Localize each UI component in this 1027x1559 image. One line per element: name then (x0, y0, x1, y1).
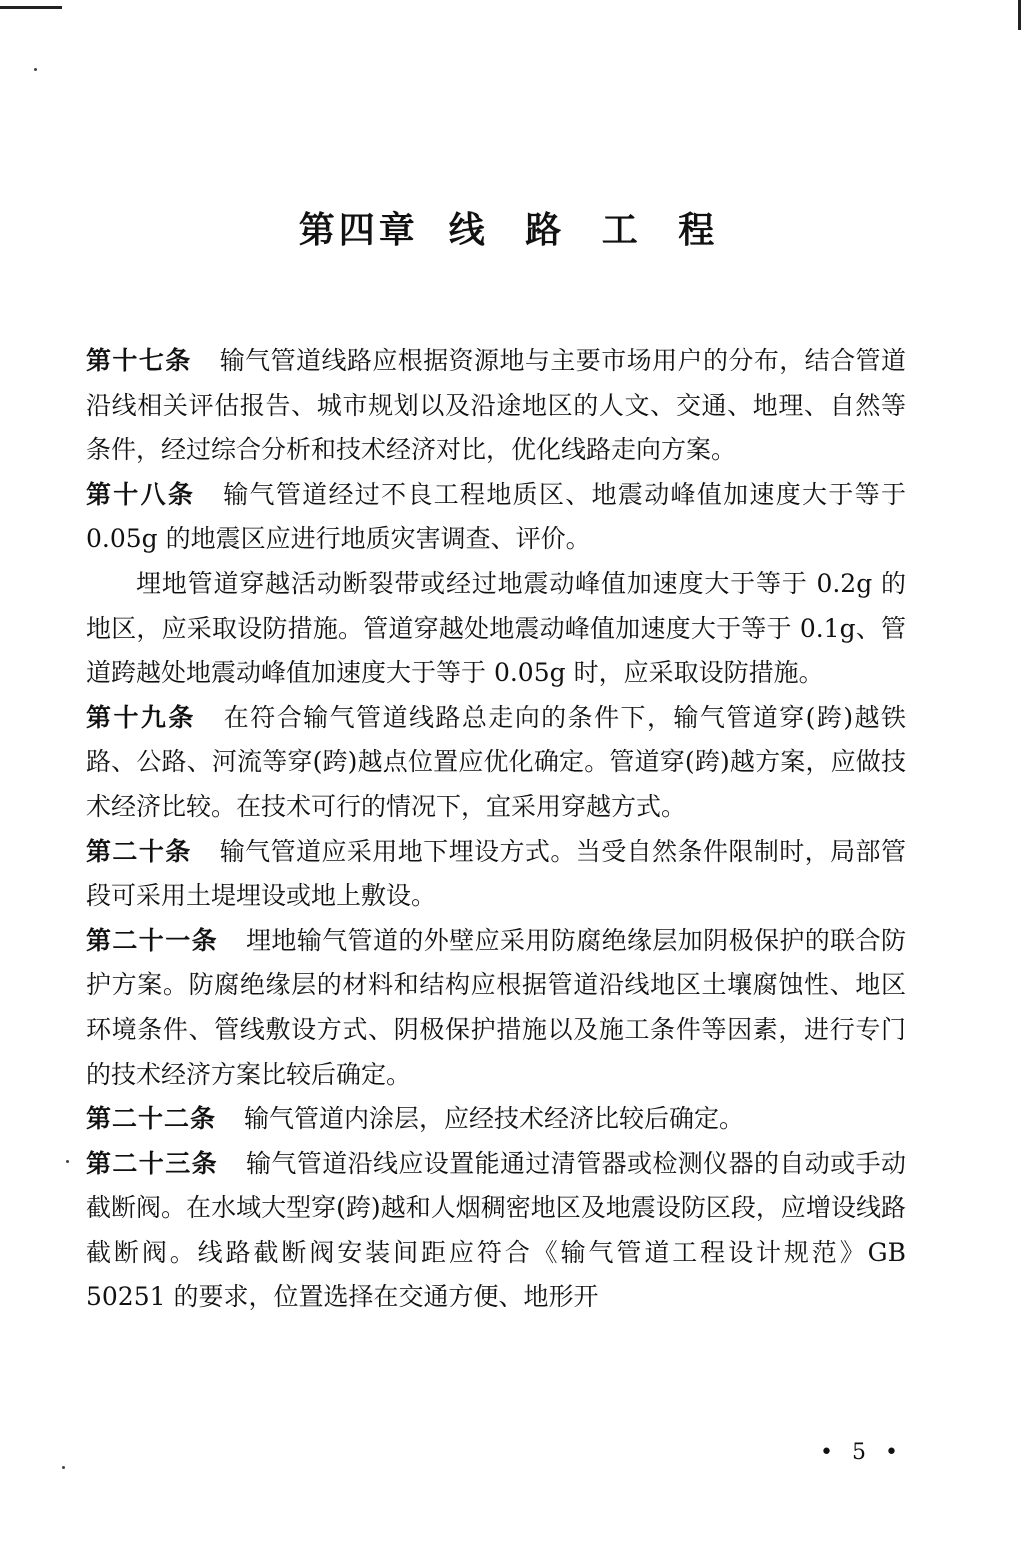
article-21 (86, 919, 906, 1097)
page-number: • 5 • (820, 1440, 904, 1465)
article-19 (86, 696, 906, 830)
article-text: 埋地管道穿越活动断裂带或经过地震动峰值加速度大于等于 0.2g 的地区，应采取设防措施。管道穿越处地震动峰值加速度大于等于 0.1g、管道跨越处地震动峰值加速度大于等于 0.05g 时，应采取设防措施。 (86, 568, 906, 688)
article-text: 输气管道经过不良工程地质区、地震动峰值加速度大于等于 0.05g 的地震区应进行地质灾害调查、评价。 (86, 479, 906, 554)
chapter-name: 线 路 工 程 (448, 210, 729, 251)
article-18-paragraph-2 (86, 562, 906, 696)
scan-edge-mark (1018, 0, 1021, 30)
scan-edge-mark (0, 6, 62, 9)
article-label: 第十九条 (86, 702, 196, 732)
article-label: 第二十条 (86, 836, 192, 866)
chapter-number: 第四章 (298, 210, 419, 251)
scan-speck (66, 1160, 69, 1163)
article-23 (86, 1142, 906, 1320)
article-text: 输气管道内涂层，应经技术经济比较后确定。 (244, 1104, 745, 1134)
article-label: 第二十三条 (86, 1148, 218, 1178)
scan-speck (62, 1466, 65, 1469)
article-17 (86, 339, 906, 473)
article-label: 第十八条 (86, 479, 196, 509)
article-text: 埋地输气管道的外壁应采用防腐绝缘层加阴极保护的联合防护方案。防腐绝缘层的材料和结构应根据管道沿线地区土壤腐蚀性、地区环境条件、管线敷设方式、阴极保护措施以及施工条件等因素，进行专门的技术经济方案比较后确定。 (86, 925, 906, 1089)
article-text: 输气管道线路应根据资源地与主要市场用户的分布，结合管道沿线相关评估报告、城市规划以及沿途地区的人文、交通、地理、自然等条件，经过综合分析和技术经济对比，优化线路走向方案。 (86, 346, 906, 465)
chapter-body (86, 339, 906, 1320)
article-20 (86, 830, 906, 919)
article-text: 输气管道应采用地下埋设方式。当受自然条件限制时，局部管段可采用土堤埋设或地上敷设。 (86, 836, 906, 911)
article-label: 第十七条 (86, 346, 192, 375)
article-22 (86, 1097, 906, 1142)
article-text: 输气管道沿线应设置能通过清管器或检测仪器的自动或手动截断阀。在水域大型穿(跨)越和人烟稠密地区及地震设防区段，应增设线路截断阀。线路截断阀安装间距应符合《输气管道工程设计规范》GB 50251 的要求，位置选择在交通方便、地形开 (86, 1148, 906, 1312)
article-label: 第二十二条 (86, 1104, 217, 1134)
article-label: 第二十一条 (86, 925, 218, 955)
article-text: 在符合输气管道线路总走向的条件下，输气管道穿(跨)越铁路、公路、河流等穿(跨)越点位置应优化确定。管道穿(跨)越方案，应做技术经济比较。在技术可行的情况下，宜采用穿越方式。 (86, 702, 906, 821)
scan-speck (34, 68, 37, 71)
article-18 (86, 473, 906, 562)
chapter-title (0, 204, 1027, 258)
